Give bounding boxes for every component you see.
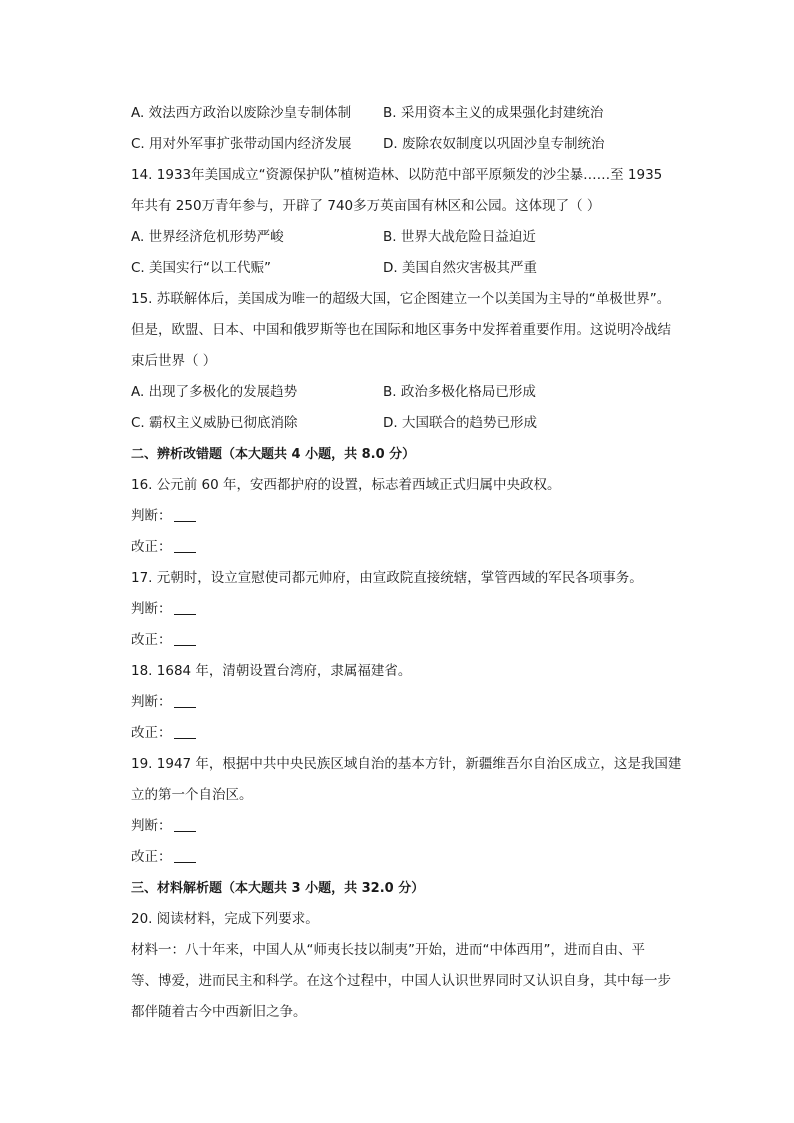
q15-option-a[interactable]: A. 出现了多极化的发展趋势 <box>131 384 298 400</box>
q15-options-row-2 <box>131 408 711 439</box>
correct-label: 改正： <box>131 539 172 555</box>
section-3-heading: 三、材料解析题（本大题共 3 小题，共 32.0 分） <box>131 881 425 896</box>
q13-option-a[interactable]: A. 效法西方政治以废除沙皇专制体制 <box>131 105 352 121</box>
q19-stem-line-2: 立的第一个自治区。 <box>131 787 253 803</box>
q18-correct-row <box>131 718 711 749</box>
q14-option-c[interactable]: C. 美国实行“以工代赈” <box>131 260 271 276</box>
q16-stem: 16. 公元前 60 年，安西都护府的设置，标志着西域正式归属中央政权。 <box>131 477 561 493</box>
q17-correct-blank[interactable] <box>174 631 196 646</box>
q15-option-c[interactable]: C. 霸权主义威胁已彻底消除 <box>131 415 298 431</box>
q15-stem-line-2: 但是，欧盟、日本、中国和俄罗斯等也在国际和地区事务中发挥着重要作用。这说明冷战结 <box>131 322 671 338</box>
q15-option-d[interactable]: D. 大国联合的趋势已形成 <box>383 415 537 431</box>
q19-judge-row <box>131 811 711 842</box>
q17-stem: 17. 元朝时，设立宣慰使司都元帅府，由宣政院直接统辖，掌管西域的军民各项事务。 <box>131 570 643 586</box>
q20-stem: 20. 阅读材料，完成下列要求。 <box>131 911 319 927</box>
q17-judge-row <box>131 594 711 625</box>
judge-label: 判断： <box>131 818 172 834</box>
q13-option-c[interactable]: C. 用对外军事扩张带动国内经济发展 <box>131 136 352 152</box>
q16-correct-blank[interactable] <box>174 538 196 553</box>
q18-stem: 18. 1684 年，清朝设置台湾府，隶属福建省。 <box>131 663 412 679</box>
q13-option-d[interactable]: D. 废除农奴制度以巩固沙皇专制统治 <box>383 136 605 152</box>
correct-label: 改正： <box>131 725 172 741</box>
q14-options-row-1 <box>131 222 711 253</box>
q19-correct-blank[interactable] <box>174 848 196 863</box>
q18-judge-blank[interactable] <box>174 693 196 708</box>
q13-options-row-1 <box>131 98 711 129</box>
q20-material-line-2: 等、博爱，进而民主和科学。在这个过程中，中国人认识世界同时又认识自身，其中每一步 <box>131 973 671 989</box>
q19-judge-blank[interactable] <box>174 817 196 832</box>
q15-stem-line-1: 15. 苏联解体后，美国成为唯一的超级大国，它企图建立一个以美国为主导的“单极世界”。 <box>131 291 671 307</box>
judge-label: 判断： <box>131 601 172 617</box>
q14-stem-line-2: 年共有 250万青年参与，开辟了 740多万英亩国有林区和公园。这体现了（ ） <box>131 198 601 214</box>
q14-options-row-2 <box>131 253 711 284</box>
q14-option-a[interactable]: A. 世界经济危机形势严峻 <box>131 229 284 245</box>
q15-stem-line-3: 束后世界（ ） <box>131 353 217 369</box>
judge-label: 判断： <box>131 508 172 524</box>
q15-options-row-1 <box>131 377 711 408</box>
q15-option-b[interactable]: B. 政治多极化格局已形成 <box>383 384 536 400</box>
judge-label: 判断： <box>131 694 172 710</box>
correct-label: 改正： <box>131 632 172 648</box>
q20-material-line-3: 都伴随着古今中西新旧之争。 <box>131 1004 307 1020</box>
q18-correct-blank[interactable] <box>174 724 196 739</box>
q17-judge-blank[interactable] <box>174 600 196 615</box>
q16-judge-blank[interactable] <box>174 507 196 522</box>
question-content <box>131 98 711 1028</box>
q14-stem-line-1: 14. 1933年美国成立“资源保护队”植树造林、以防范中部平原频发的沙尘暴……至 1935 <box>131 167 663 183</box>
q13-option-b[interactable]: B. 采用资本主义的成果强化封建统治 <box>383 105 604 121</box>
q20-material-line-1: 材料一：八十年来，中国人从“师夷长技以制夷”开始，进而“中体西用”，进而自由、平 <box>131 942 645 958</box>
q14-option-b[interactable]: B. 世界大战危险日益迫近 <box>383 229 536 245</box>
q14-option-d[interactable]: D. 美国自然灾害极其严重 <box>383 260 537 276</box>
q16-judge-row <box>131 501 711 532</box>
section-2-heading: 二、辨析改错题（本大题共 4 小题，共 8.0 分） <box>131 447 416 462</box>
q13-options-row-2 <box>131 129 711 160</box>
correct-label: 改正： <box>131 849 172 865</box>
q19-correct-row <box>131 842 711 873</box>
q19-stem-line-1: 19. 1947 年，根据中共中央民族区域自治的基本方针，新疆维吾尔自治区成立，这是我国建 <box>131 756 682 772</box>
q17-correct-row <box>131 625 711 656</box>
q18-judge-row <box>131 687 711 718</box>
q16-correct-row <box>131 532 711 563</box>
